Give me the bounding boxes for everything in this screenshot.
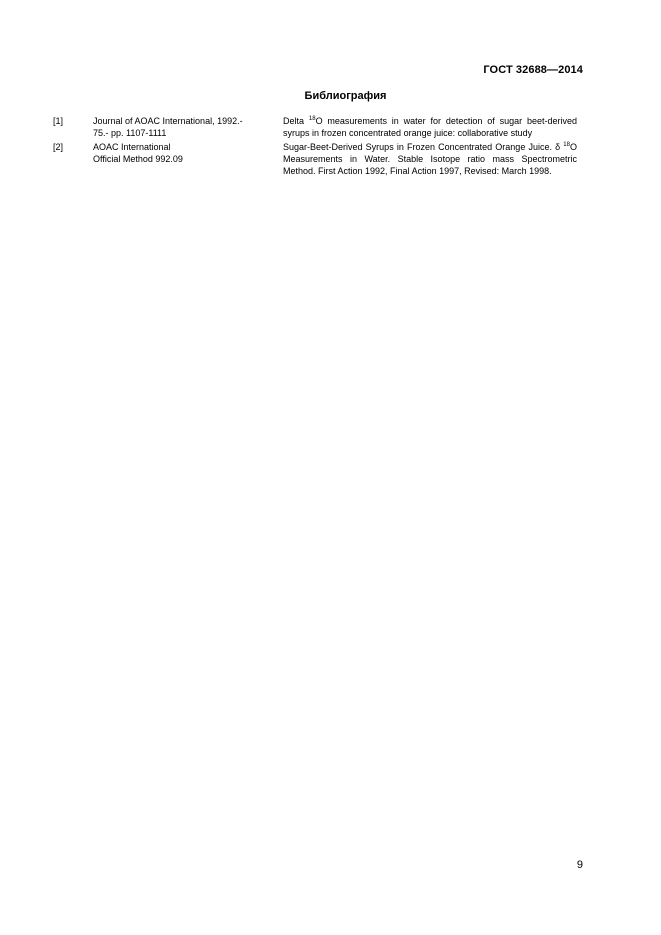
bibliography-list xyxy=(53,115,583,179)
reference-source: Journal of AOAC International, 1992.- 75.- pp. 1107-1111 xyxy=(93,116,243,138)
description-text: Delta xyxy=(283,116,309,126)
document-code: ГОСТ 32688—2014 xyxy=(483,64,583,76)
bibliography-entry xyxy=(53,141,583,177)
reference-description xyxy=(283,115,577,139)
reference-number: [2] xyxy=(53,142,64,152)
reference-source: AOAC International Official Method 992.09 xyxy=(93,142,183,164)
reference-description xyxy=(283,141,577,177)
description-text: δ xyxy=(555,142,564,152)
section-title: Библиография xyxy=(304,90,387,102)
description-text: O Measurements in Water. Stable Isotope ratio mass Spectrometric Method. First Action 1992, Final Action 1997, Revised: March 1998. xyxy=(283,142,577,176)
reference-number: [1] xyxy=(53,116,64,126)
bibliography-entry xyxy=(53,115,583,139)
description-text: O measurements in water for detection of sugar beet-derived syrups in frozen concentrated orange juice: collaborative study xyxy=(283,116,578,138)
description-line: Sugar-Beet-Derived Syrups in Frozen Concentrated Orange Juice. xyxy=(283,142,552,152)
isotope-superscript: 18 xyxy=(563,142,570,148)
isotope-superscript: 18 xyxy=(308,116,316,122)
page-number: 9 xyxy=(576,859,583,871)
